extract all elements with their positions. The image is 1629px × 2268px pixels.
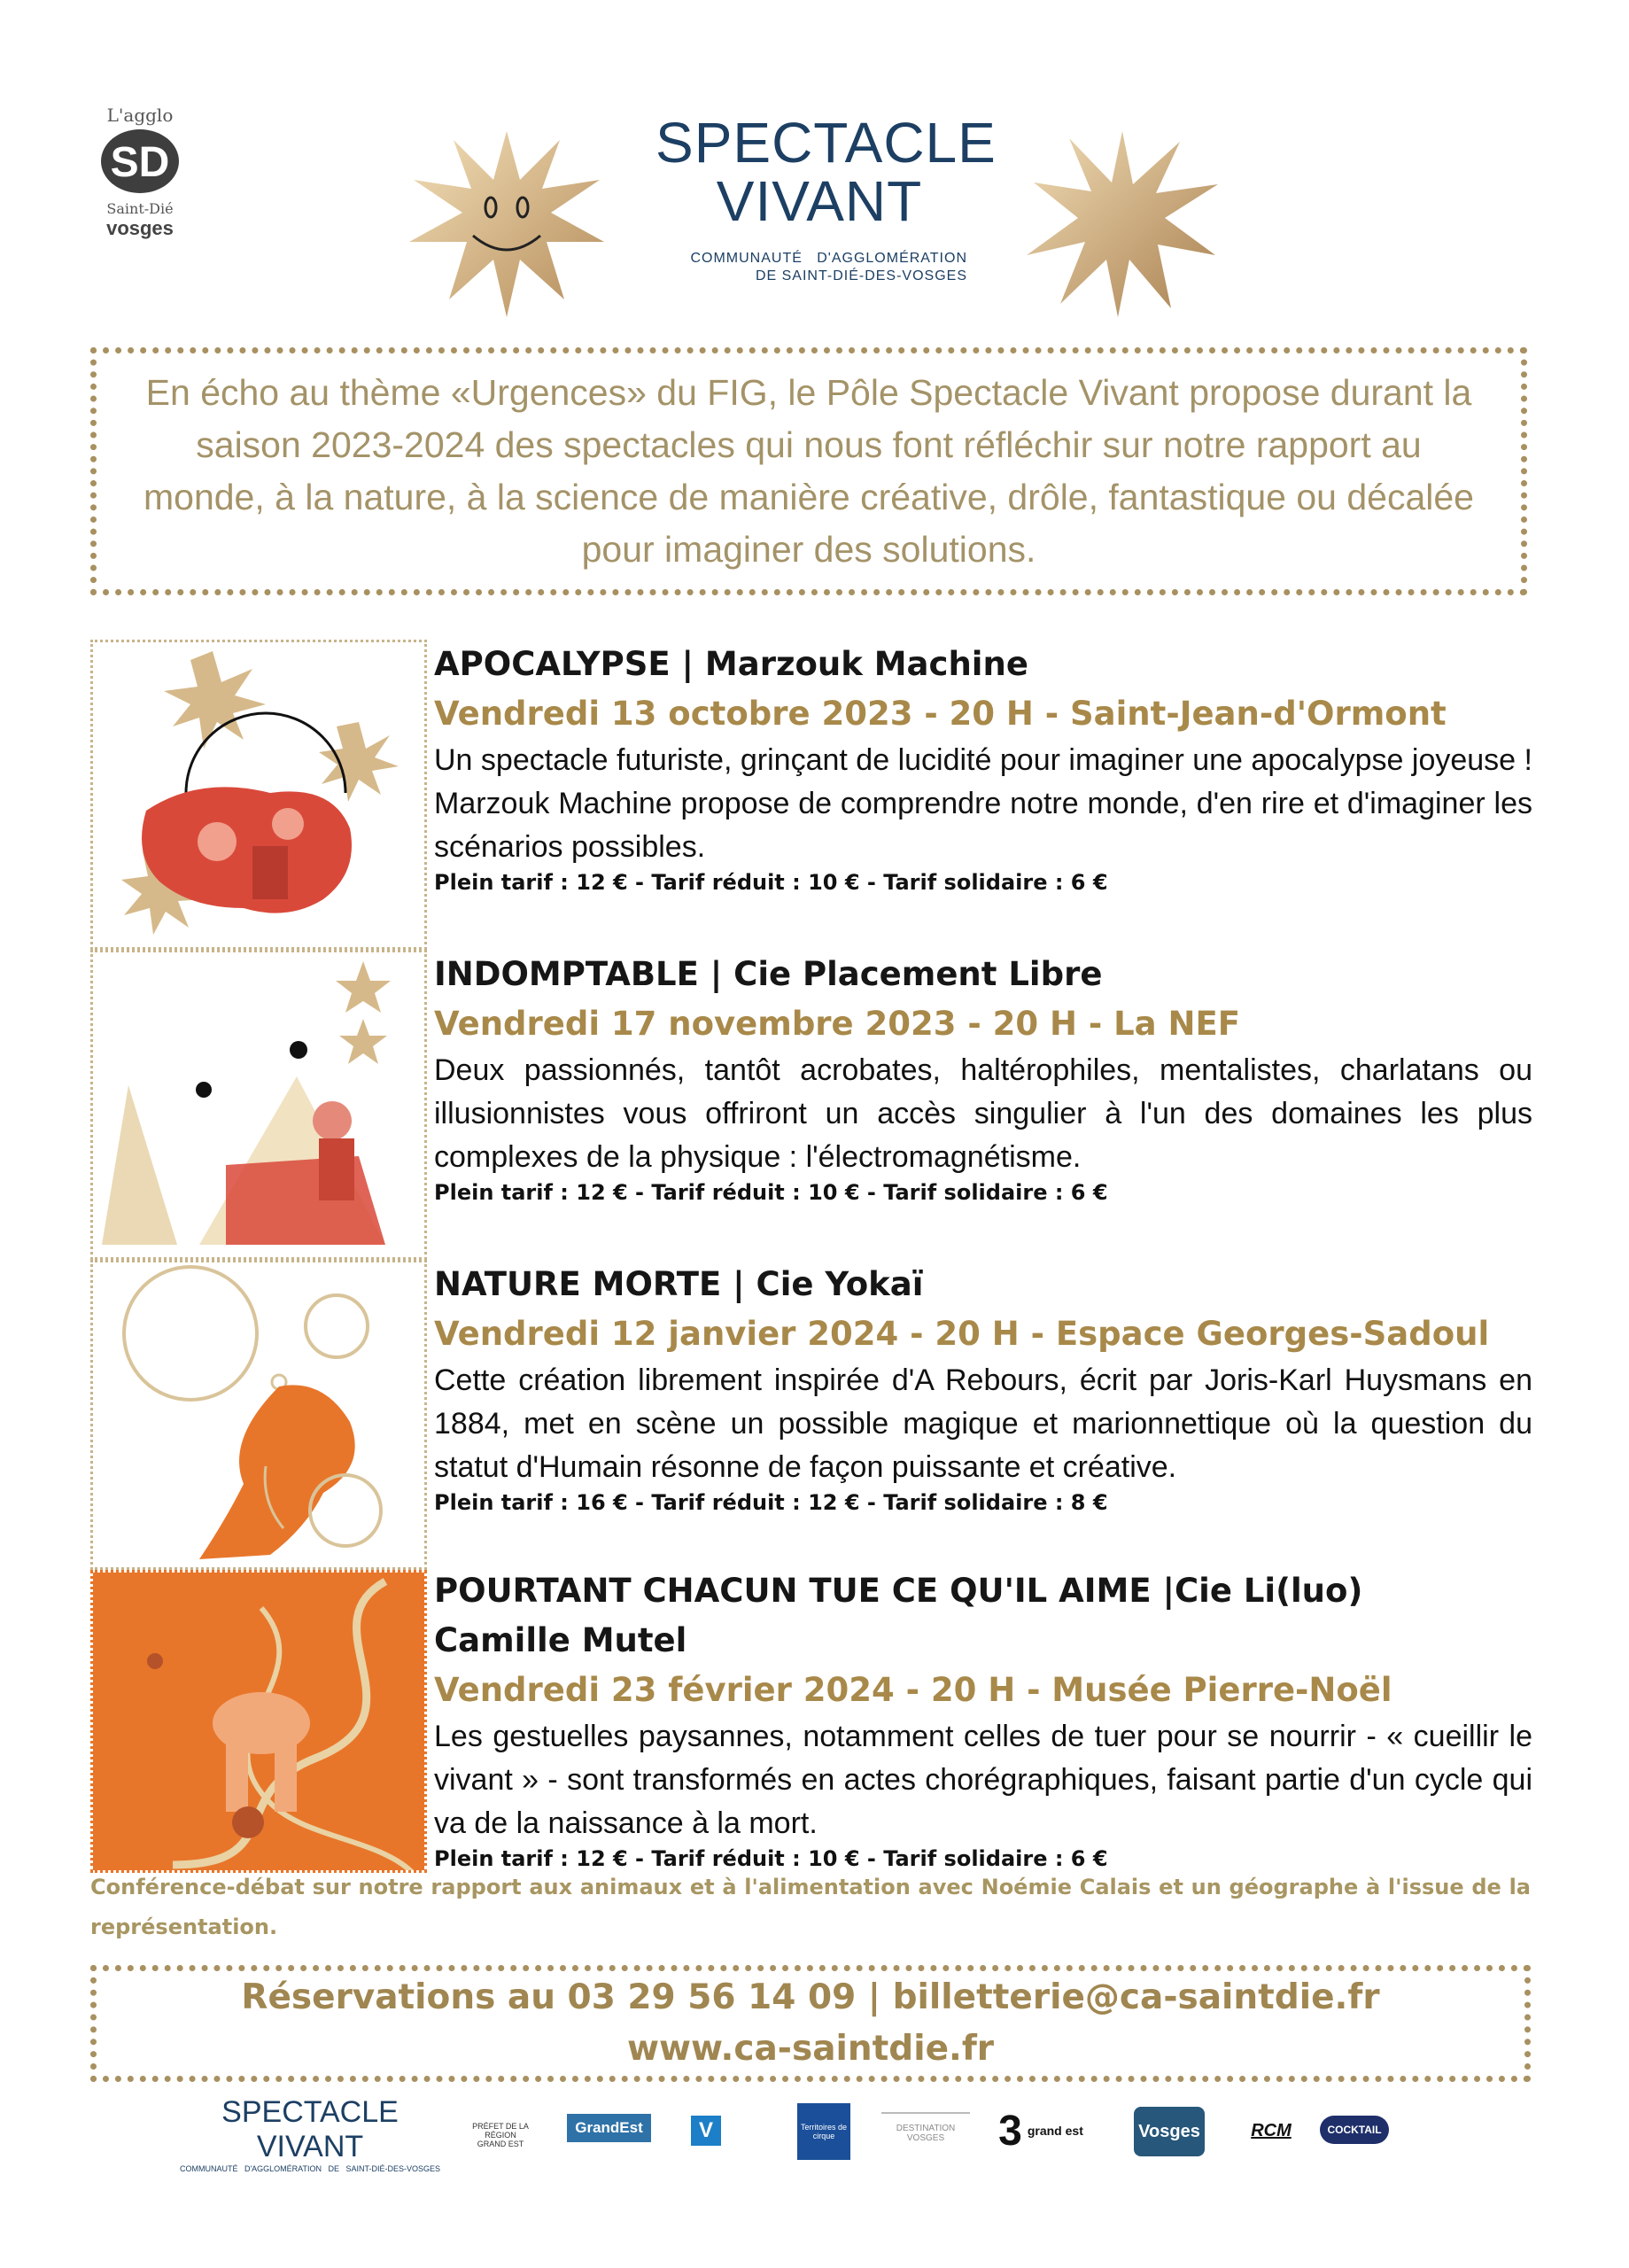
event-price: Plein tarif : 12 € - Tarif réduit : 10 € - Tarif solidaire : 6 € <box>434 870 1108 895</box>
gold-star-icon <box>1020 131 1224 317</box>
event-date: Vendredi 13 octobre 2023 - 20 H - Saint-Jean-d'Ormont <box>434 695 1447 733</box>
event-title: NATURE MORTE | Cie Yokaï <box>434 1265 924 1303</box>
grandest-label: GrandEst <box>575 2119 643 2136</box>
rcm-label: RCM <box>1251 2120 1292 2140</box>
event-description: Deux passionnés, tantôt acrobates, haltérophiles, mentalistes, charlatans ou illusionnistes vous offriront un accès singulier à l'un des domaines les plus complexes de la physique : l'électromagnétisme. <box>434 1053 1532 1174</box>
event-description: Les gestuelles paysannes, notamment celles de tuer pour se nourrir - « cueillir le vivant » - sont transformés en actes chorégraphiques, faisant partie d'un cycle qui va de la naissance à la mort. <box>434 1720 1532 1840</box>
event-pourtant <box>434 1566 1532 1872</box>
apocalypse-illustration <box>90 640 427 950</box>
france3-number: 3 <box>998 2107 1022 2155</box>
prefet-label: PRÉFET DE LA RÉGION GRAND EST <box>472 2122 529 2148</box>
brand-subtitle <box>655 250 967 285</box>
event-title: APOCALYPSE | Marzouk Machine <box>434 645 1028 683</box>
rcm-logo <box>1245 2116 1298 2146</box>
pourtant-illustration <box>90 1570 427 1873</box>
destination-vosges-logo <box>881 2112 970 2153</box>
event-nature-morte <box>434 1260 1532 1516</box>
vosges-v-logo <box>691 2116 721 2146</box>
partner-logos <box>173 2095 1448 2173</box>
france3-label: grand est <box>1027 2124 1083 2138</box>
spectacle-vivant-partner-logo <box>173 2095 447 2173</box>
territoires-cirque-logo <box>797 2103 850 2160</box>
brand-line-2: VIVANT <box>716 169 923 233</box>
partner-sv-sub: COMMUNAUTÉ D'AGGLOMÉRATION DE SAINT-DIÉ-DES-VOSGES <box>179 2164 441 2173</box>
brand-line-1: SPECTACLE <box>655 111 997 175</box>
agglo-city: Saint-Dié <box>106 200 174 217</box>
vosges-tv-logo <box>1134 2107 1205 2156</box>
event-description: Cette création librement inspirée d'A Rebours, écrit par Joris-Karl Huysmans en 1884, met en scène un possible magique et marionnettique où la question du statut d'Humain résonne de façon puissante et créative. <box>434 1363 1532 1484</box>
event-description: Un spectacle futuriste, grinçant de lucidité pour imaginer une apocalypse joyeuse ! Marzouk Machine propose de comprendre notre monde, d'en rire et d'imaginer les scénarios possibles. <box>434 743 1532 864</box>
svg-text:SD: SD <box>110 139 170 186</box>
sd-monogram-icon <box>96 126 184 197</box>
event-title-artist: Camille Mutel <box>434 1621 687 1659</box>
prefet-logo <box>469 2110 531 2160</box>
intro-text: En écho au thème «Urgences» du FIG, le Pôle Spectacle Vivant propose durant la saison 2023-2024 des spectacles qui nous font réfléchir sur notre rapport au monde, à la nature, à la science de manière créative, drôle, fantastique ou décalée pour imaginer des solutions. <box>144 372 1474 570</box>
smiling-star-icon <box>409 131 604 317</box>
france3-logo <box>992 2109 1090 2153</box>
destination-label: DESTINATION VOSGES <box>896 2124 956 2143</box>
conference-note: Conférence-débat sur notre rapport aux animaux et à l'alimentation avec Noémie Calais et un géographe à l'issue de la représentation. <box>90 1875 1531 1939</box>
reservation-line[interactable]: Réservations au 03 29 56 14 09 | billetterie@ca-saintdie.fr <box>241 1977 1380 2017</box>
vosges-tv-label: Vosges <box>1138 2121 1200 2141</box>
vosges-v-label: V <box>698 2118 713 2142</box>
agglo-small-label: L'agglo <box>106 105 174 126</box>
event-title: POURTANT CHACUN TUE CE QU'IL AIME |Cie Li(luo) <box>434 1572 1363 1610</box>
grandest-logo <box>567 2114 651 2142</box>
spectacle-vivant-logo <box>655 111 997 233</box>
territoires-label: Territoires de cirque <box>800 2123 848 2140</box>
event-date: Vendredi 23 février 2024 - 20 H - Musée Pierre-Noël <box>434 1671 1392 1709</box>
event-title: INDOMPTABLE | Cie Placement Libre <box>434 955 1103 993</box>
agglo-logo <box>96 105 184 240</box>
brand-subtitle-line-2: DE SAINT-DIÉ-DES-VOSGES <box>755 268 967 284</box>
agglo-region: vosges <box>106 217 174 239</box>
event-date: Vendredi 12 janvier 2024 - 20 H - Espace Georges-Sadoul <box>434 1315 1490 1353</box>
cocktail-logo <box>1320 2116 1389 2144</box>
event-price: Plein tarif : 16 € - Tarif réduit : 12 € - Tarif solidaire : 8 € <box>434 1490 1108 1515</box>
brand-subtitle-line-1: COMMUNAUTÉ D'AGGLOMÉRATION <box>690 251 967 266</box>
event-date: Vendredi 17 novembre 2023 - 20 H - La NEF <box>434 1005 1241 1043</box>
reservation-box <box>90 1965 1531 2082</box>
cocktail-label: COCKTAIL <box>1327 2124 1382 2136</box>
indomptable-illustration <box>90 950 427 1260</box>
website-link[interactable]: www.ca-saintdie.fr <box>626 2029 995 2069</box>
event-indomptable <box>434 950 1532 1206</box>
partner-sv-title: SPECTACLE VIVANT <box>221 2095 399 2163</box>
intro-box <box>90 347 1527 595</box>
event-price: Plein tarif : 12 € - Tarif réduit : 10 € - Tarif solidaire : 6 € <box>434 1846 1108 1871</box>
event-apocalypse <box>434 640 1532 896</box>
event-price: Plein tarif : 12 € - Tarif réduit : 10 € - Tarif solidaire : 6 € <box>434 1180 1108 1205</box>
nature-morte-illustration <box>90 1260 427 1570</box>
